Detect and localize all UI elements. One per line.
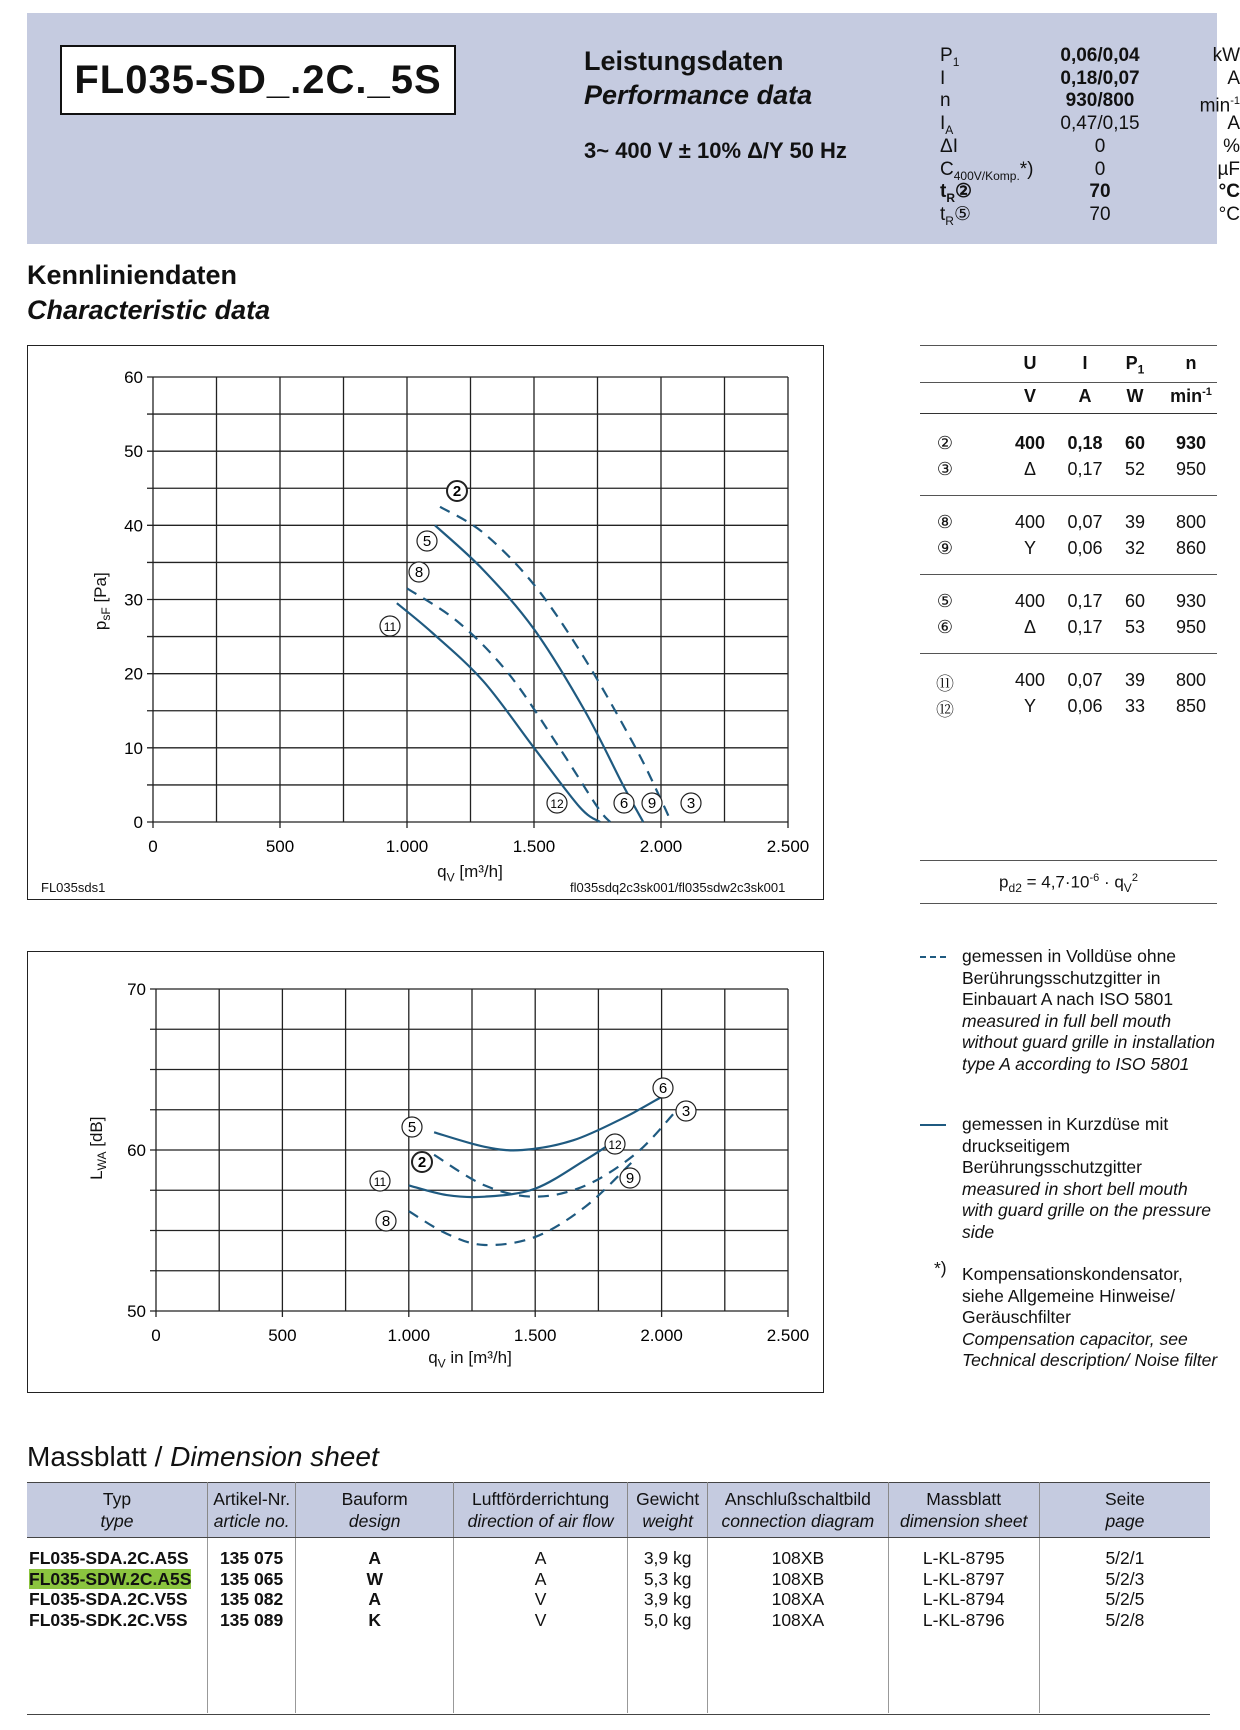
dimension-column-header: Typ type <box>27 1483 207 1538</box>
dimension-column-flow <box>453 1538 627 1714</box>
pressure-chart-code-right: fl035sdq2c3sk001/fl035sdw2c3sk001 <box>570 880 786 895</box>
spec-row <box>940 90 1240 117</box>
x-tick-label: 2.500 <box>766 1326 810 1345</box>
dimension-cell: 108XB <box>771 1568 825 1589</box>
dimension-cell: L-KL-8797 <box>922 1568 1005 1589</box>
curve-marker <box>605 1134 625 1154</box>
optable-group-rule <box>920 495 1217 496</box>
x-tick-label: 1.000 <box>385 837 429 856</box>
dimension-table-bottom-rule <box>27 1714 1210 1715</box>
dimension-cell: FL035-SDA.2C.V5S <box>29 1589 188 1609</box>
optable-cell: 950 <box>1175 459 1207 479</box>
svg-text:3: 3 <box>681 1103 691 1120</box>
dimension-column-header: Artikel-Nr. article no. <box>207 1483 295 1538</box>
optable-group-rule <box>920 574 1217 575</box>
x-tick-label: 1.000 <box>387 1326 431 1345</box>
optable-top-rule <box>920 345 1217 346</box>
optable-cell: 400 <box>1014 512 1046 532</box>
curve-8 <box>407 588 610 822</box>
dimension-cell: FL035-SDW.2C.A5S <box>29 1568 192 1589</box>
spec-unit: % <box>1223 135 1240 157</box>
optable-header <box>920 353 1217 413</box>
dimension-cell: 3,9 kg <box>643 1589 692 1609</box>
optable-cell: 930 <box>1175 591 1207 611</box>
dimension-column-header: Bauform design <box>296 1483 454 1538</box>
x-tick-label: 1.500 <box>513 1326 557 1345</box>
x-tick-label: 1.500 <box>512 837 556 856</box>
spec-value: 0,18/0,07 <box>1060 67 1140 89</box>
dimension-column-header: Seite page <box>1039 1483 1210 1538</box>
dimension-column-header: Gewicht weight <box>628 1483 708 1538</box>
y-tick-label: 40 <box>124 516 143 536</box>
optable-header-cell: U <box>1023 353 1037 373</box>
y-tick-label: 20 <box>124 664 143 684</box>
optable-cell: ⑤ <box>936 591 954 611</box>
spec-unit: A <box>1227 67 1240 89</box>
dimension-cell: 135 065 <box>219 1568 284 1589</box>
dimension-cell: 5/2/8 <box>1105 1609 1145 1630</box>
spec-unit: A <box>1227 113 1240 135</box>
legend-note-text: Kompensationskondensator, siehe Allgemeine Hinweise/ Geräuschfilter Compensation capacitor, see Technical description/ Noise filter <box>962 1264 1218 1370</box>
spec-value: 0,06/0,04 <box>1060 45 1140 66</box>
optable-group <box>920 433 1217 493</box>
optable-group-rule <box>920 653 1217 654</box>
spec-value: 0,47/0,15 <box>1060 113 1140 135</box>
curve-marker <box>402 1117 422 1137</box>
sound-chart <box>27 951 824 1393</box>
curve-marker <box>409 562 429 582</box>
curve-marker <box>681 793 701 813</box>
dimension-cell: 108XA <box>771 1609 825 1630</box>
model-title: FL035-SD_.2C._5S <box>60 45 456 115</box>
spec-row <box>940 159 1240 182</box>
legend-dashed-text: gemessen in Volldüse ohne Berührungsschutzgitter in Einbauart A nach ISO 5801 measured in full bell mouth without guard grille in installation type A according to ISO 5801 <box>962 946 1215 1074</box>
dimension-cell: A <box>534 1548 547 1568</box>
optable-cell: 0,17 <box>1067 459 1103 479</box>
optable-cell: 53 <box>1124 617 1146 637</box>
dimension-column-header: Luftförderrichtung direction of air flow <box>453 1483 627 1538</box>
x-tick-label: 2.500 <box>766 837 810 856</box>
optable-group <box>920 670 1217 730</box>
spec-symbol: $I_A$ <box>940 113 954 137</box>
legend-dashed-line <box>920 956 946 958</box>
svg-text:12: 12 <box>608 1138 622 1152</box>
optable-cell: 32 <box>1124 538 1146 558</box>
spec-value: 0 <box>1094 135 1106 157</box>
performance-title-de: Leistungsdaten <box>584 46 784 76</box>
optable-cell: 800 <box>1175 670 1207 690</box>
curve-marker <box>547 793 567 813</box>
dimension-cell: L-KL-8794 <box>922 1589 1005 1609</box>
svg-text:9: 9 <box>647 795 657 812</box>
svg-text:5: 5 <box>407 1119 417 1136</box>
spec-row <box>940 136 1240 159</box>
optable-cell: 400 <box>1014 670 1046 690</box>
optable-cell: 52 <box>1124 459 1146 479</box>
spec-symbol: $t_R⑤$ <box>940 203 971 228</box>
curve-5 <box>434 1097 662 1150</box>
legend-solid-line <box>920 1124 946 1126</box>
dimension-column-weight <box>628 1538 708 1714</box>
optable-cell: Δ <box>1023 617 1037 637</box>
legend-solid-text: gemessen in Kurzdüse mit druckseitigem Berührungsschutzgitter measured in short bell mouth with guard grille on the pressure side <box>962 1114 1212 1242</box>
optable-cell: Δ <box>1023 459 1037 479</box>
optable-cell: 0,07 <box>1067 670 1103 690</box>
curve-marker <box>614 793 634 813</box>
curve-marker <box>620 1168 640 1188</box>
x-tick-label: 2.000 <box>640 1326 683 1345</box>
dimension-table <box>27 1482 1210 1713</box>
svg-text:8: 8 <box>381 1213 391 1230</box>
optable-cell: ⑪ <box>936 674 954 694</box>
x-tick-label: 0 <box>148 837 158 856</box>
optable-cell: 0,17 <box>1067 591 1103 611</box>
optable-cell: ② <box>936 433 954 453</box>
dimension-cell: A <box>368 1548 382 1568</box>
optable-header-cell: n <box>1185 353 1197 373</box>
sound-x-label: $q_V$ in [m³/h] <box>428 1348 512 1371</box>
optable-header-rule <box>920 382 1217 383</box>
performance-title-en: Performance data <box>584 80 813 110</box>
dimension-column-type <box>27 1538 207 1714</box>
svg-text:11: 11 <box>373 1175 387 1189</box>
dimension-cell: 108XA <box>771 1589 825 1609</box>
curve-marker <box>412 1152 432 1172</box>
spec-symbol: $P_1$ <box>940 45 960 69</box>
spec-row <box>940 113 1240 136</box>
optable-cell: 39 <box>1124 670 1146 690</box>
dimension-cell: 3,9 kg <box>643 1548 692 1568</box>
optable-unit-cell: V <box>1023 386 1036 406</box>
optable-cell: 60 <box>1124 433 1146 453</box>
svg-text:8: 8 <box>414 564 424 581</box>
optable-cell: ③ <box>936 459 954 479</box>
spec-row <box>940 68 1240 91</box>
optable-cell: 950 <box>1175 617 1207 637</box>
y-tick-label: 70 <box>127 980 146 999</box>
grid <box>150 989 788 1311</box>
optable-cell: 400 <box>1014 591 1046 611</box>
dimension-cell: W <box>366 1568 383 1589</box>
performance-title <box>584 44 812 112</box>
optable-cell: ⑨ <box>936 538 954 558</box>
section-title-de: Kennliniendaten <box>27 260 238 290</box>
spec-symbol: ΔI <box>940 135 958 157</box>
optable-group <box>920 591 1217 651</box>
y-tick-label: 50 <box>124 442 143 462</box>
dimension-column-sheet <box>888 1538 1039 1714</box>
section-title-en: Characteristic data <box>27 295 271 325</box>
dimension-column-header: Anschlußschaltbild connection diagram <box>708 1483 888 1538</box>
optable-formula-rule <box>920 860 1217 861</box>
optable-cell: 0,07 <box>1067 512 1103 532</box>
optable-cell: 400 <box>1014 433 1046 453</box>
spec-unit: $\min^{-1}$ <box>1199 95 1240 117</box>
optable-cell: 0,06 <box>1067 696 1103 716</box>
optable-cell: 0,17 <box>1067 617 1103 637</box>
dimension-cell: A <box>534 1568 547 1589</box>
dimension-cell: 135 075 <box>219 1548 284 1568</box>
curve-marker <box>447 481 467 501</box>
optable-header-cell: $P_1$ <box>1125 353 1145 377</box>
svg-text:5: 5 <box>422 533 432 550</box>
svg-text:3: 3 <box>686 795 696 812</box>
dimension-cell: V <box>534 1609 547 1630</box>
x-tick-label: 500 <box>265 837 295 856</box>
dimension-table-body <box>27 1538 1210 1714</box>
y-tick-label: 50 <box>127 1302 146 1321</box>
spec-value: 0 <box>1094 158 1106 180</box>
dimension-title: Massblatt / Dimension sheet <box>27 1441 379 1472</box>
dimension-cell: 108XB <box>771 1548 825 1568</box>
dimension-column-article <box>207 1538 295 1714</box>
optable-cell: Y <box>1023 696 1036 716</box>
spec-value: 70 <box>1089 181 1111 203</box>
spec-symbol: I <box>940 67 946 89</box>
svg-text:12: 12 <box>550 797 564 811</box>
optable-unit-cell: W <box>1126 386 1144 406</box>
dimension-cell: 5/2/5 <box>1105 1589 1145 1609</box>
spec-unit: µF <box>1217 158 1240 180</box>
curve-marker <box>376 1211 396 1231</box>
optable-cell: 860 <box>1175 538 1207 558</box>
optable-cell: 33 <box>1124 696 1146 716</box>
optable-unit-cell: A <box>1078 386 1092 406</box>
svg-text:11: 11 <box>383 620 397 634</box>
curve-marker <box>676 1101 696 1121</box>
svg-text:6: 6 <box>658 1080 668 1097</box>
optable-group <box>920 512 1217 572</box>
spec-value: 70 <box>1089 203 1111 225</box>
dimension-cell: A <box>368 1589 382 1609</box>
spec-symbol: n <box>940 90 951 112</box>
optable-cell: ⑥ <box>936 617 954 637</box>
optable-cell: 930 <box>1175 433 1207 453</box>
spec-list <box>940 45 1240 235</box>
optable-bottom-rule <box>920 903 1217 904</box>
svg-text:2: 2 <box>417 1154 427 1171</box>
optable-cell: 850 <box>1175 696 1207 716</box>
curve-marker <box>642 793 662 813</box>
spec-row <box>940 204 1240 227</box>
section-title <box>27 258 270 328</box>
dimension-cell: 5,3 kg <box>643 1568 692 1589</box>
pressure-y-label: $p_{sF}$ [Pa] <box>90 572 114 631</box>
dimension-column-design <box>296 1538 454 1714</box>
dimension-cell: L-KL-8796 <box>922 1609 1005 1630</box>
optable-cell: 0,06 <box>1067 538 1103 558</box>
pressure-chart-code-left: FL035sds1 <box>41 880 106 895</box>
optable-cell: 60 <box>1124 591 1146 611</box>
y-tick-label: 60 <box>127 1141 146 1160</box>
dimension-cell: 135 082 <box>219 1589 284 1609</box>
dimension-table-header <box>27 1483 1210 1538</box>
grid <box>147 377 788 822</box>
optable-cell: Y <box>1023 538 1036 558</box>
curve-marker <box>417 531 437 551</box>
svg-text:6: 6 <box>619 795 629 812</box>
optable-header-cell: I <box>1082 353 1088 373</box>
dimension-cell: 5,0 kg <box>643 1609 692 1630</box>
dimension-cell: FL035-SDA.2C.A5S <box>29 1548 189 1568</box>
dimension-cell: FL035-SDK.2C.V5S <box>29 1609 188 1630</box>
optable-cell: 0,18 <box>1067 433 1103 453</box>
optable-units-rule <box>920 413 1217 414</box>
dimension-cell: V <box>534 1589 547 1609</box>
x-tick-label: 500 <box>268 1326 297 1345</box>
pressure-x-label: $q_V$ [m³/h] <box>437 862 503 885</box>
curve-marker <box>653 1078 673 1098</box>
optable-cell: ⑧ <box>936 512 954 532</box>
dimension-cell: 5/2/1 <box>1105 1548 1145 1568</box>
operating-points-table <box>920 345 1217 905</box>
spec-symbol: $C_{400V/Komp.}*$) <box>940 158 1034 183</box>
x-tick-label: 0 <box>151 1326 161 1345</box>
optable-unit-cell: $\min^{-1}$ <box>1170 386 1212 406</box>
spec-row <box>940 181 1240 204</box>
dimension-column-diagram <box>708 1538 888 1714</box>
legend-note-mark: *) <box>934 1258 947 1278</box>
spec-row <box>940 45 1240 68</box>
optable-cell: 39 <box>1124 512 1146 532</box>
dimension-cell: 135 089 <box>219 1609 284 1630</box>
svg-text:2: 2 <box>452 483 462 500</box>
y-tick-label: 60 <box>124 368 143 387</box>
curve-marker <box>370 1171 390 1191</box>
y-tick-label: 30 <box>124 590 143 610</box>
spec-symbol: $t_R②$ <box>940 181 973 205</box>
dimension-cell: K <box>368 1609 382 1630</box>
spec-unit: kW <box>1212 45 1240 66</box>
curve-marker <box>380 616 400 636</box>
dimension-cell: L-KL-8795 <box>922 1548 1005 1568</box>
optable-cell: ⑫ <box>936 700 954 720</box>
dimension-column-page <box>1039 1538 1210 1714</box>
spec-unit: °C <box>1218 181 1240 203</box>
voltage-rating: 3~ 400 V ± 10% Δ/Y 50 Hz <box>584 138 847 163</box>
optable-cell: 800 <box>1175 512 1207 532</box>
x-tick-label: 2.000 <box>639 837 683 856</box>
spec-value: 930/800 <box>1065 90 1135 112</box>
dimension-cell: 5/2/3 <box>1105 1568 1145 1589</box>
spec-unit: °C <box>1218 203 1240 225</box>
optable-formula: $p_{d2} = 4,7\cdot 10^{-6} \cdot q_V^2$ <box>999 872 1138 896</box>
svg-text:9: 9 <box>625 1170 635 1187</box>
pressure-chart <box>27 345 824 900</box>
y-tick-label: 0 <box>133 813 143 832</box>
dimension-column-header: Massblatt dimension sheet <box>888 1483 1039 1538</box>
y-tick-label: 10 <box>124 738 143 758</box>
sound-y-label: $L_{WA}$ [dB] <box>86 1116 110 1180</box>
